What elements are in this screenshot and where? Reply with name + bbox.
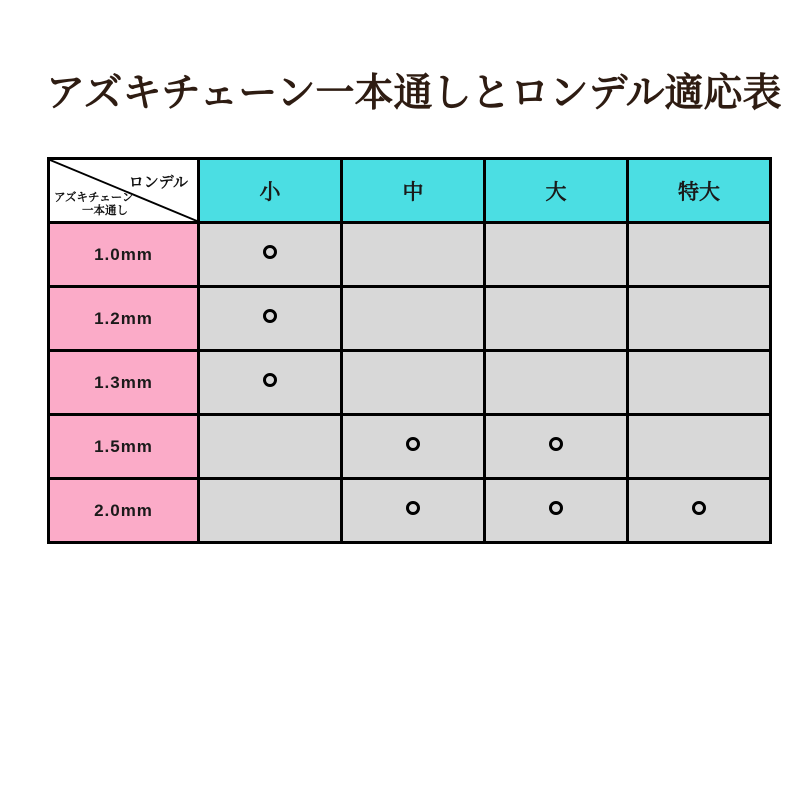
- empty-cell: [485, 351, 628, 415]
- compatible-cell: [199, 351, 342, 415]
- corner-label-rondelle: ロンデル: [128, 174, 188, 191]
- empty-cell: [485, 287, 628, 351]
- column-header-large: 大: [485, 159, 628, 223]
- corner-cell: [49, 159, 199, 223]
- circle-mark: [549, 501, 563, 515]
- compatible-cell: [628, 479, 771, 543]
- column-header-extra-large: 特大: [628, 159, 771, 223]
- column-header-medium: 中: [342, 159, 485, 223]
- corner-label-chain-line1: アズキチェーン: [54, 191, 134, 204]
- empty-cell: [485, 223, 628, 287]
- compatibility-table: [47, 157, 772, 544]
- row-label: 1.2mm: [49, 287, 199, 351]
- column-header-small: 小: [199, 159, 342, 223]
- empty-cell: [199, 415, 342, 479]
- empty-cell: [342, 287, 485, 351]
- empty-cell: [628, 287, 771, 351]
- row-label: 2.0mm: [49, 479, 199, 543]
- circle-mark: [406, 437, 420, 451]
- table-row: [49, 479, 771, 543]
- row-label: 1.3mm: [49, 351, 199, 415]
- corner-label-chain-line2: 一本通し: [82, 204, 128, 217]
- table-row: [49, 223, 771, 287]
- empty-cell: [628, 223, 771, 287]
- empty-cell: [628, 415, 771, 479]
- table-row: [49, 351, 771, 415]
- empty-cell: [199, 479, 342, 543]
- table-row: [49, 287, 771, 351]
- row-label: 1.0mm: [49, 223, 199, 287]
- circle-mark: [692, 501, 706, 515]
- compatible-cell: [485, 479, 628, 543]
- circle-mark: [263, 245, 277, 259]
- circle-mark: [263, 309, 277, 323]
- compatible-cell: [199, 223, 342, 287]
- row-label: 1.5mm: [49, 415, 199, 479]
- corner-label-chain: [54, 192, 133, 218]
- compatible-cell: [342, 479, 485, 543]
- circle-mark: [406, 501, 420, 515]
- compatible-cell: [485, 415, 628, 479]
- compatible-cell: [199, 287, 342, 351]
- compatible-cell: [342, 415, 485, 479]
- page-title: アズキチェーン一本通しとロンデル適応表: [46, 72, 782, 115]
- table-row: [49, 415, 771, 479]
- empty-cell: [342, 351, 485, 415]
- header-row: [49, 159, 771, 223]
- circle-mark: [549, 437, 563, 451]
- empty-cell: [628, 351, 771, 415]
- empty-cell: [342, 223, 485, 287]
- circle-mark: [263, 373, 277, 387]
